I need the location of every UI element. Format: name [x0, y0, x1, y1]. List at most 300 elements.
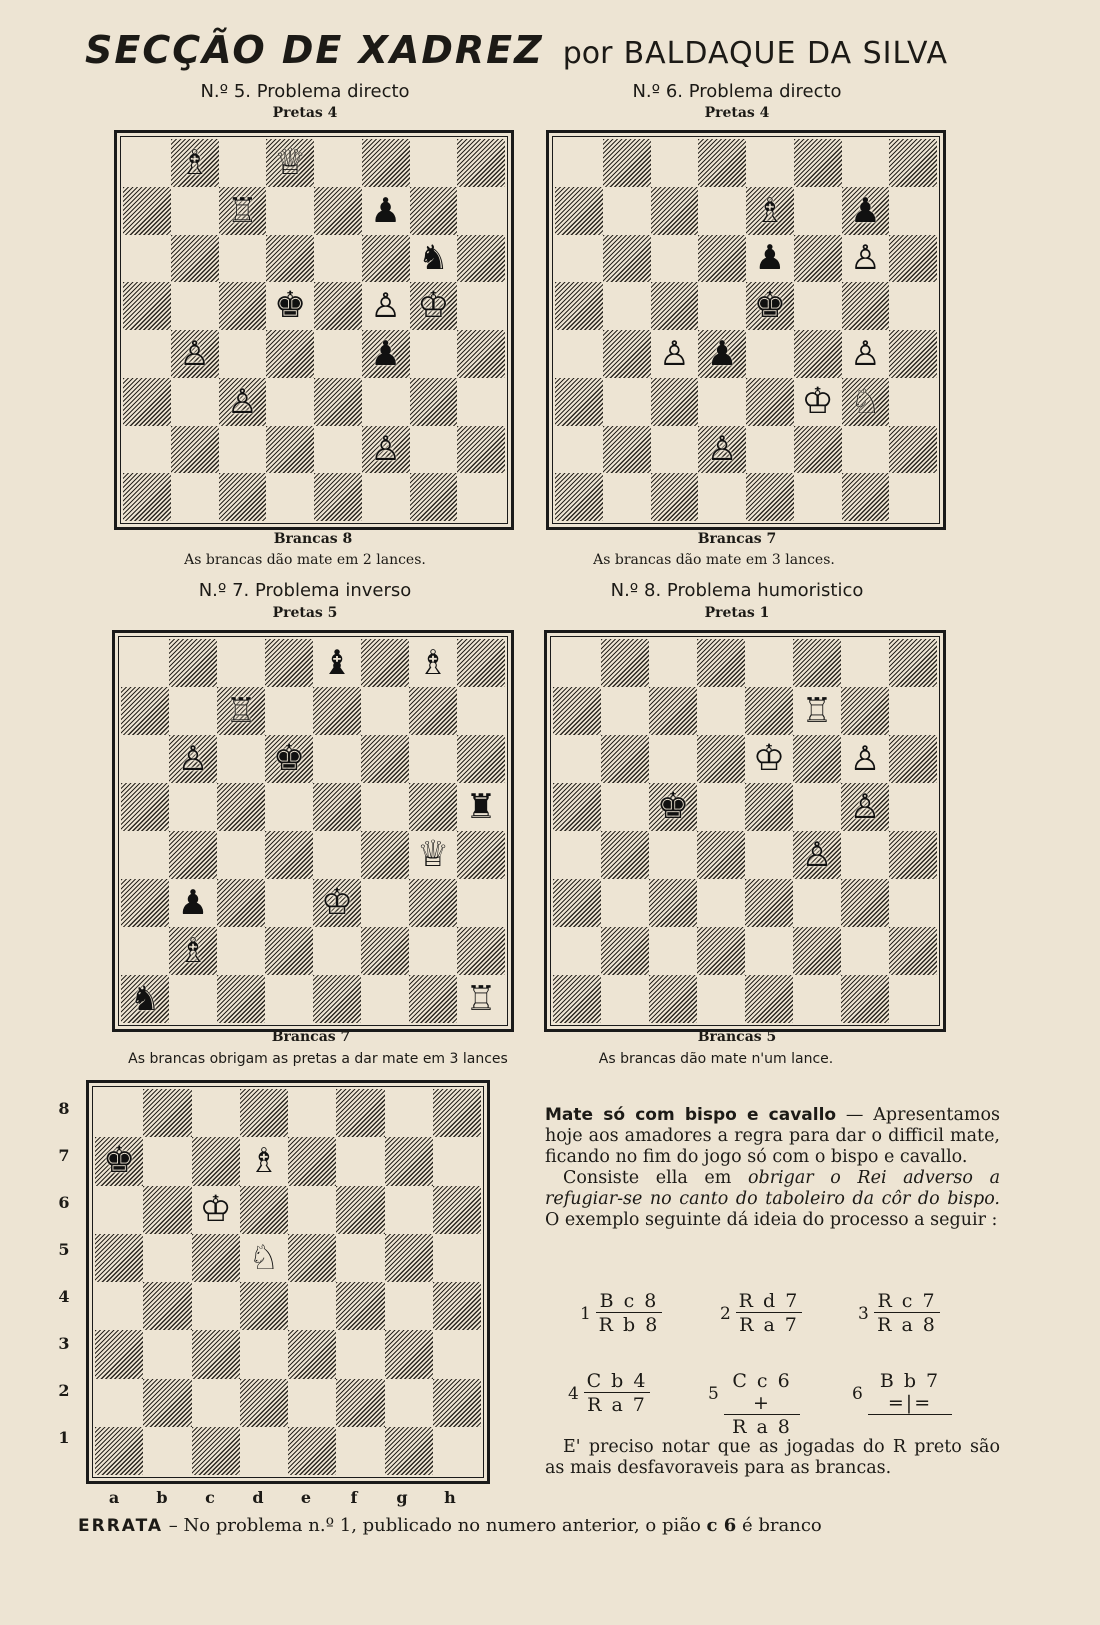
white-pawn-icon: ♙: [706, 429, 738, 470]
square-g5: [842, 282, 890, 330]
square-h3: [889, 378, 937, 426]
problem-7-board: [112, 630, 514, 1032]
square-g8: [842, 139, 890, 187]
square-f3: [794, 378, 842, 426]
square-g6: [385, 1186, 433, 1234]
article-intro-text: — Apresentamos hoje aos amadores a regra para dar o difficil mate, ficando no fim do jogo só com o bispo e cavallo.: [545, 1105, 1000, 1167]
black-move: R b 8: [598, 1314, 660, 1336]
problem-6-heading: N.º 6. Problema directo: [632, 81, 842, 102]
rank-label: 2: [58, 1381, 70, 1400]
file-label: a: [108, 1488, 120, 1507]
white-move: R d 7: [736, 1290, 802, 1313]
white-rook-icon: ♖: [225, 691, 257, 731]
square-c2: [192, 1379, 240, 1427]
square-f4: [361, 831, 409, 879]
square-b1: [169, 975, 217, 1023]
square-f1: [794, 473, 842, 521]
square-c4: [217, 831, 265, 879]
square-d4: [240, 1282, 288, 1330]
square-f1: [362, 473, 410, 521]
square-h4: [889, 330, 937, 378]
square-e6: [745, 735, 793, 783]
white-king-icon: ♔: [417, 285, 450, 327]
square-h6: [889, 235, 937, 283]
square-b3: [603, 378, 651, 426]
square-a3: [553, 879, 601, 927]
square-c4: [219, 330, 267, 378]
square-f1: [793, 975, 841, 1023]
square-a1: [555, 473, 603, 521]
square-a7: [123, 187, 171, 235]
black-move: R a 7: [587, 1394, 647, 1416]
square-e3: [746, 378, 794, 426]
square-g2: [385, 1379, 433, 1427]
square-h5: [457, 783, 505, 831]
square-e7: [288, 1137, 336, 1185]
file-label: h: [444, 1488, 456, 1507]
square-c2: [651, 426, 699, 474]
square-a8: [123, 139, 171, 187]
white-pawn-icon: ♙: [370, 286, 401, 327]
square-h1: [457, 473, 505, 521]
square-f5: [793, 783, 841, 831]
square-a5: [121, 783, 169, 831]
square-e1: [314, 473, 362, 521]
square-b2: [169, 927, 217, 975]
square-b7: [603, 187, 651, 235]
square-b6: [169, 735, 217, 783]
square-g4: [385, 1282, 433, 1330]
file-label: g: [396, 1488, 408, 1507]
square-a4: [121, 831, 169, 879]
file-label: c: [205, 1488, 215, 1507]
square-e8: [314, 139, 362, 187]
square-h8: [457, 639, 505, 687]
square-c8: [651, 139, 699, 187]
black-knight-icon: ♞: [129, 979, 161, 1019]
square-a8: [95, 1089, 143, 1137]
square-d2: [698, 426, 746, 474]
black-king-icon: ♚: [656, 786, 690, 827]
rank-label: 1: [58, 1428, 70, 1447]
white-pawn-icon: ♙: [850, 238, 881, 279]
square-h4: [457, 831, 505, 879]
square-c5: [219, 282, 267, 330]
white-pawn-icon: ♙: [849, 787, 881, 827]
rank-label: 7: [58, 1146, 70, 1165]
square-d6: [698, 235, 746, 283]
file-label: e: [300, 1488, 312, 1507]
rank-label: 8: [58, 1099, 70, 1118]
square-b2: [143, 1379, 191, 1427]
square-a1: [121, 975, 169, 1023]
square-h6: [433, 1186, 481, 1234]
square-f6: [362, 235, 410, 283]
square-c5: [192, 1234, 240, 1282]
square-g5: [385, 1234, 433, 1282]
square-g6: [841, 735, 889, 783]
square-c8: [219, 139, 267, 187]
square-d8: [265, 639, 313, 687]
square-g8: [385, 1089, 433, 1137]
square-g8: [841, 639, 889, 687]
square-f3: [793, 879, 841, 927]
square-e2: [314, 426, 362, 474]
problem-7-heading: N.º 7. Problema inverso: [198, 580, 412, 601]
square-b3: [143, 1330, 191, 1378]
square-c7: [217, 687, 265, 735]
white-knight-icon: ♘: [850, 381, 881, 422]
problem-7-caption: As brancas obrigam as pretas a dar mate em 3 lances: [128, 1051, 508, 1067]
black-pawn-icon: ♟: [370, 333, 401, 374]
square-d8: [697, 639, 745, 687]
square-e8: [746, 139, 794, 187]
rank-label: 4: [58, 1287, 70, 1306]
square-f7: [794, 187, 842, 235]
square-h7: [457, 187, 505, 235]
square-d2: [265, 927, 313, 975]
square-a7: [553, 687, 601, 735]
rank-label: 3: [58, 1334, 70, 1353]
square-f4: [362, 330, 410, 378]
square-b5: [601, 783, 649, 831]
square-d5: [698, 282, 746, 330]
square-d2: [266, 426, 314, 474]
white-queen-icon: ♕: [416, 834, 450, 875]
square-a2: [555, 426, 603, 474]
square-h6: [457, 235, 505, 283]
square-d8: [698, 139, 746, 187]
square-b1: [171, 473, 219, 521]
square-a3: [121, 879, 169, 927]
page-title: [85, 28, 1005, 78]
black-king-icon: ♚: [753, 285, 787, 327]
square-a5: [555, 282, 603, 330]
move: [858, 1290, 958, 1338]
white-bishop-icon: ♗: [248, 1141, 280, 1182]
square-c6: [217, 735, 265, 783]
square-a5: [553, 783, 601, 831]
square-e6: [313, 735, 361, 783]
square-a4: [555, 330, 603, 378]
square-b3: [171, 378, 219, 426]
white-pawn-icon: ♙: [179, 333, 210, 374]
square-a7: [555, 187, 603, 235]
problem-6-board: [546, 130, 946, 530]
move: [708, 1370, 808, 1438]
square-b1: [603, 473, 651, 521]
errata-square: c 6: [706, 1515, 737, 1536]
square-c8: [649, 639, 697, 687]
square-c6: [219, 235, 267, 283]
problem-7-white-count: Brancas 7: [271, 1029, 351, 1045]
square-e7: [314, 187, 362, 235]
square-c7: [219, 187, 267, 235]
square-a1: [95, 1427, 143, 1475]
square-c3: [219, 378, 267, 426]
errata-text-end: é branco: [736, 1515, 822, 1536]
square-c3: [192, 1330, 240, 1378]
square-a6: [95, 1186, 143, 1234]
square-d3: [240, 1330, 288, 1378]
square-h2: [889, 927, 937, 975]
black-rook-icon: ♜: [465, 787, 497, 827]
square-e3: [288, 1330, 336, 1378]
square-b1: [143, 1427, 191, 1475]
square-b8: [171, 139, 219, 187]
square-d5: [240, 1234, 288, 1282]
square-g2: [842, 426, 890, 474]
square-c7: [651, 187, 699, 235]
square-f8: [362, 139, 410, 187]
square-b2: [171, 426, 219, 474]
square-d4: [265, 831, 313, 879]
square-g8: [409, 639, 457, 687]
white-pawn-icon: ♙: [177, 739, 209, 779]
square-b6: [603, 235, 651, 283]
author-name: BALDAQUE DA SILVA: [623, 36, 949, 71]
square-h2: [889, 426, 937, 474]
square-c8: [192, 1089, 240, 1137]
square-b7: [169, 687, 217, 735]
black-move: R a 8: [732, 1416, 792, 1438]
square-b5: [143, 1234, 191, 1282]
square-g4: [842, 330, 890, 378]
square-c3: [649, 879, 697, 927]
square-d6: [265, 735, 313, 783]
article-rule: [545, 1168, 1000, 1231]
square-f4: [336, 1282, 384, 1330]
square-b4: [169, 831, 217, 879]
white-pawn-icon: ♙: [370, 429, 401, 470]
square-g1: [841, 975, 889, 1023]
square-e1: [313, 975, 361, 1023]
square-f6: [793, 735, 841, 783]
square-h1: [433, 1427, 481, 1475]
square-f4: [794, 330, 842, 378]
square-d3: [265, 879, 313, 927]
move-list: [568, 1290, 1000, 1438]
square-c4: [649, 831, 697, 879]
square-c5: [649, 783, 697, 831]
square-g4: [410, 330, 458, 378]
square-g2: [409, 927, 457, 975]
article-rule-end: O exemplo seguinte dá ideia do processo a seguir :: [545, 1210, 998, 1230]
square-b4: [601, 831, 649, 879]
square-h7: [889, 187, 937, 235]
problem-5-caption: As brancas dão mate em 2 lances.: [184, 552, 426, 568]
square-d2: [240, 1379, 288, 1427]
square-h6: [889, 735, 937, 783]
square-e1: [288, 1427, 336, 1475]
square-a2: [123, 426, 171, 474]
square-e5: [314, 282, 362, 330]
white-king-icon: ♔: [320, 882, 354, 923]
square-e2: [313, 927, 361, 975]
square-d7: [240, 1137, 288, 1185]
square-e6: [314, 235, 362, 283]
square-g5: [410, 282, 458, 330]
square-h4: [889, 831, 937, 879]
square-g1: [409, 975, 457, 1023]
square-a6: [555, 235, 603, 283]
square-c1: [651, 473, 699, 521]
square-g3: [409, 879, 457, 927]
black-move: R a 7: [739, 1314, 799, 1336]
errata-text: No problema n.º 1, publicado no numero anterior, o pião: [183, 1515, 707, 1536]
square-g4: [409, 831, 457, 879]
square-d7: [698, 187, 746, 235]
square-d3: [266, 378, 314, 426]
square-d8: [240, 1089, 288, 1137]
square-f3: [336, 1330, 384, 1378]
square-g1: [385, 1427, 433, 1475]
square-f7: [793, 687, 841, 735]
square-f2: [794, 426, 842, 474]
square-h6: [457, 735, 505, 783]
square-d5: [266, 282, 314, 330]
square-h3: [433, 1330, 481, 1378]
square-f2: [362, 426, 410, 474]
move-number: 1: [580, 1304, 591, 1324]
square-e5: [746, 282, 794, 330]
black-king-icon: ♚: [102, 1140, 136, 1182]
square-e4: [746, 330, 794, 378]
square-h5: [433, 1234, 481, 1282]
article-rule-emphasis: obrigar o Rei adverso a refugiar-se no canto do taboleiro da côr do bispo.: [545, 1168, 1000, 1209]
square-d7: [266, 187, 314, 235]
article: [545, 1105, 1000, 1231]
square-h3: [457, 879, 505, 927]
square-f2: [336, 1379, 384, 1427]
square-g5: [409, 783, 457, 831]
square-e8: [745, 639, 793, 687]
square-d8: [266, 139, 314, 187]
square-e1: [746, 473, 794, 521]
square-d3: [698, 378, 746, 426]
black-pawn-icon: ♟: [706, 333, 738, 374]
section-title: SECÇÃO DE XADREZ: [85, 28, 544, 72]
square-d5: [265, 783, 313, 831]
black-pawn-icon: ♟: [370, 190, 401, 231]
square-c7: [192, 1137, 240, 1185]
white-bishop-icon: ♗: [417, 643, 449, 683]
square-g8: [410, 139, 458, 187]
square-f5: [794, 282, 842, 330]
square-f1: [361, 975, 409, 1023]
problem-5-white-count: Brancas 8: [273, 531, 353, 547]
square-e3: [314, 378, 362, 426]
square-h5: [457, 282, 505, 330]
white-move: B b 7 =|=: [868, 1370, 952, 1415]
rank-label: 6: [58, 1193, 70, 1212]
square-h4: [433, 1282, 481, 1330]
white-king-icon: ♔: [801, 380, 834, 422]
square-e7: [746, 187, 794, 235]
square-g7: [841, 687, 889, 735]
problem-8-board: [544, 630, 946, 1032]
square-d4: [266, 330, 314, 378]
file-label: d: [252, 1488, 264, 1507]
square-b4: [171, 330, 219, 378]
square-b2: [603, 426, 651, 474]
black-bishop-icon: ♝: [321, 643, 353, 683]
square-f7: [361, 687, 409, 735]
square-b7: [143, 1137, 191, 1185]
white-knight-icon: ♘: [248, 1237, 280, 1278]
square-h5: [889, 783, 937, 831]
square-e8: [313, 639, 361, 687]
square-c1: [192, 1427, 240, 1475]
article-note: E' preciso notar que as jogadas do R preto são as mais desfavoraveis para as brancas.: [545, 1437, 1000, 1478]
white-bishop-icon: ♗: [177, 931, 209, 971]
square-c5: [217, 783, 265, 831]
square-f5: [361, 783, 409, 831]
square-c2: [219, 426, 267, 474]
square-h5: [889, 282, 937, 330]
square-h2: [457, 426, 505, 474]
rank-label: 5: [58, 1240, 70, 1259]
white-pawn-icon: ♙: [227, 381, 258, 422]
square-g2: [410, 426, 458, 474]
square-c3: [217, 879, 265, 927]
square-c7: [649, 687, 697, 735]
square-g7: [842, 187, 890, 235]
square-a7: [121, 687, 169, 735]
square-g4: [841, 831, 889, 879]
square-e1: [745, 975, 793, 1023]
square-b6: [601, 735, 649, 783]
square-a8: [555, 139, 603, 187]
errata: [78, 1515, 1038, 1536]
square-c6: [192, 1186, 240, 1234]
square-b8: [603, 139, 651, 187]
square-e7: [313, 687, 361, 735]
square-h8: [889, 639, 937, 687]
square-d1: [265, 975, 313, 1023]
square-a5: [95, 1234, 143, 1282]
white-bishop-icon: ♗: [754, 190, 786, 231]
square-h1: [889, 473, 937, 521]
black-knight-icon: ♞: [418, 238, 449, 279]
white-king-icon: ♔: [752, 738, 786, 779]
square-d6: [697, 735, 745, 783]
square-c6: [651, 235, 699, 283]
square-g3: [385, 1330, 433, 1378]
square-f5: [336, 1234, 384, 1282]
square-b4: [603, 330, 651, 378]
square-f7: [336, 1137, 384, 1185]
square-d7: [265, 687, 313, 735]
problem-8-heading: N.º 8. Problema humoristico: [610, 580, 864, 601]
square-b6: [143, 1186, 191, 1234]
problem-8-black-count: Pretas 1: [704, 605, 770, 621]
white-pawn-icon: ♙: [801, 835, 833, 875]
square-g6: [842, 235, 890, 283]
white-move: R c 7: [874, 1290, 940, 1313]
square-c2: [649, 927, 697, 975]
move-number: 4: [568, 1384, 579, 1404]
square-f4: [793, 831, 841, 879]
square-g2: [841, 927, 889, 975]
square-c4: [651, 330, 699, 378]
square-h2: [457, 927, 505, 975]
move: [852, 1370, 952, 1418]
problem-6-caption: As brancas dão mate em 3 lances.: [593, 552, 835, 568]
square-f2: [793, 927, 841, 975]
black-pawn-icon: ♟: [754, 238, 786, 279]
white-rook-icon: ♖: [801, 691, 833, 731]
